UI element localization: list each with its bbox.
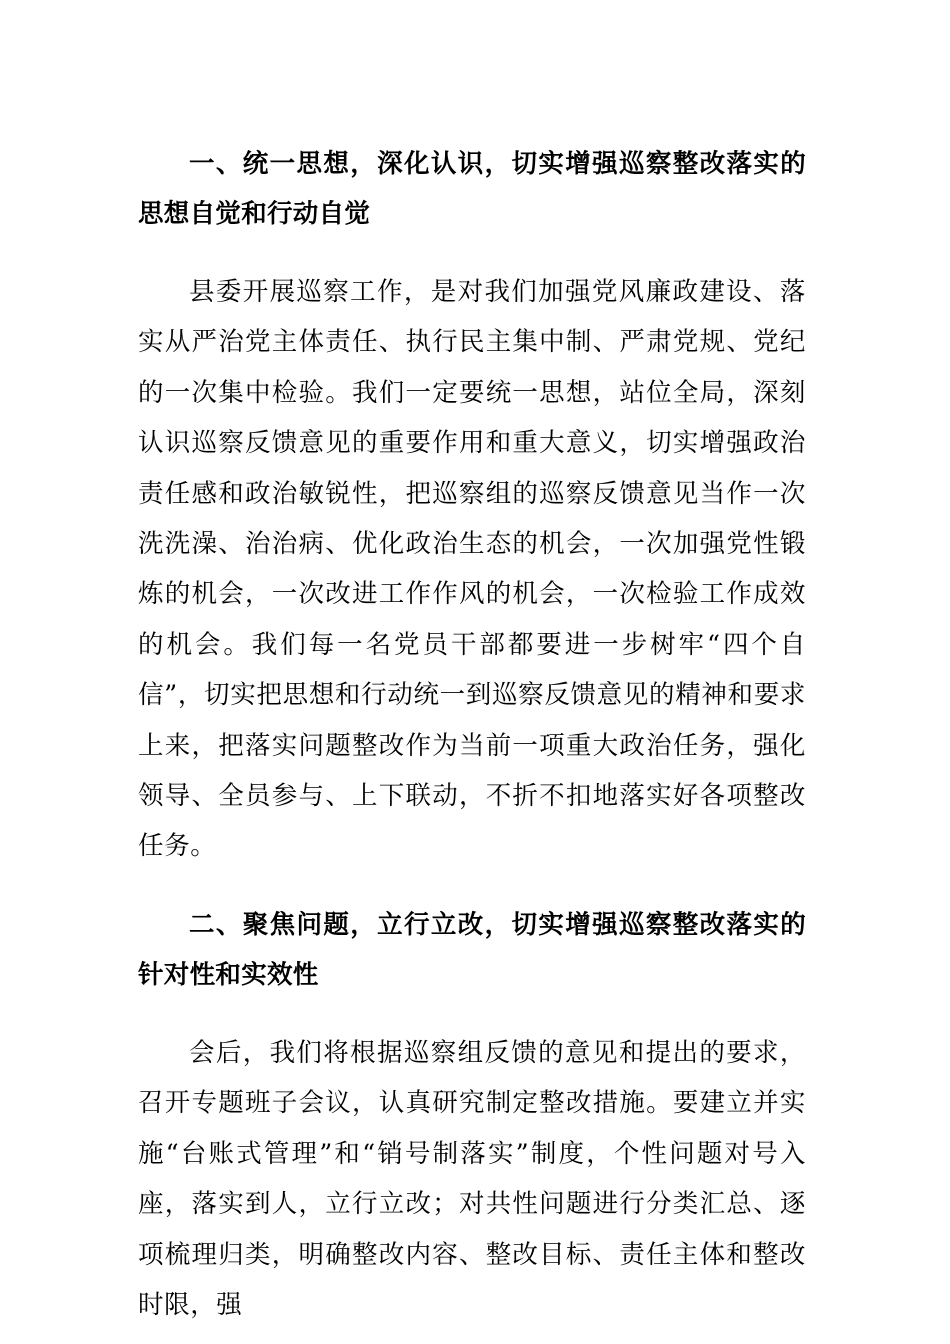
section-heading-1: 一、统一思想，深化认识，切实增强巡察整改落实的思想自觉和行动自觉 (138, 149, 806, 229)
document-body (138, 139, 806, 1330)
body-paragraph-1: 县委开展巡察工作，是对我们加强党风廉政建设、落实从严治党主体责任、执行民主集中制、严肃党规、党纪的一次集中检验。我们一定要统一思想，站位全局，深刻认识巡察反馈意见的重要作用和重大意义，切实增强政治责任感和政治敏锐性，把巡察组的巡察反馈意见当作一次洗洗澡、治治病、优化政治生态的机会，一次加强党性锻炼的机会，一次改进工作作风的机会，一次检验工作成效的机会。我们每一名党员干部都要进一步树牢“四个自信”，切实把思想和行动统一到巡察反馈意见的精神和要求上来，把落实问题整改作为当前一项重大政治任务，强化领导、全员参与、上下联动，不折不扣地落实好各项整改任务。 (138, 277, 806, 862)
section-heading-2: 二、聚焦问题，立行立改，切实增强巡察整改落实的针对性和实效性 (138, 909, 806, 990)
body-paragraph-2: 会后，我们将根据巡察组反馈的意见和提出的要求，召开专题班子会议，认真研究制定整改措施。要建立并实施“台账式管理”和“销号制落实”制度，个性问题对号入座，落实到人，立行立改；对共性问题进行分类汇总、逐项梳理归类，明确整改内容、整改目标、责任主体和整改时限，强 (138, 1037, 806, 1320)
